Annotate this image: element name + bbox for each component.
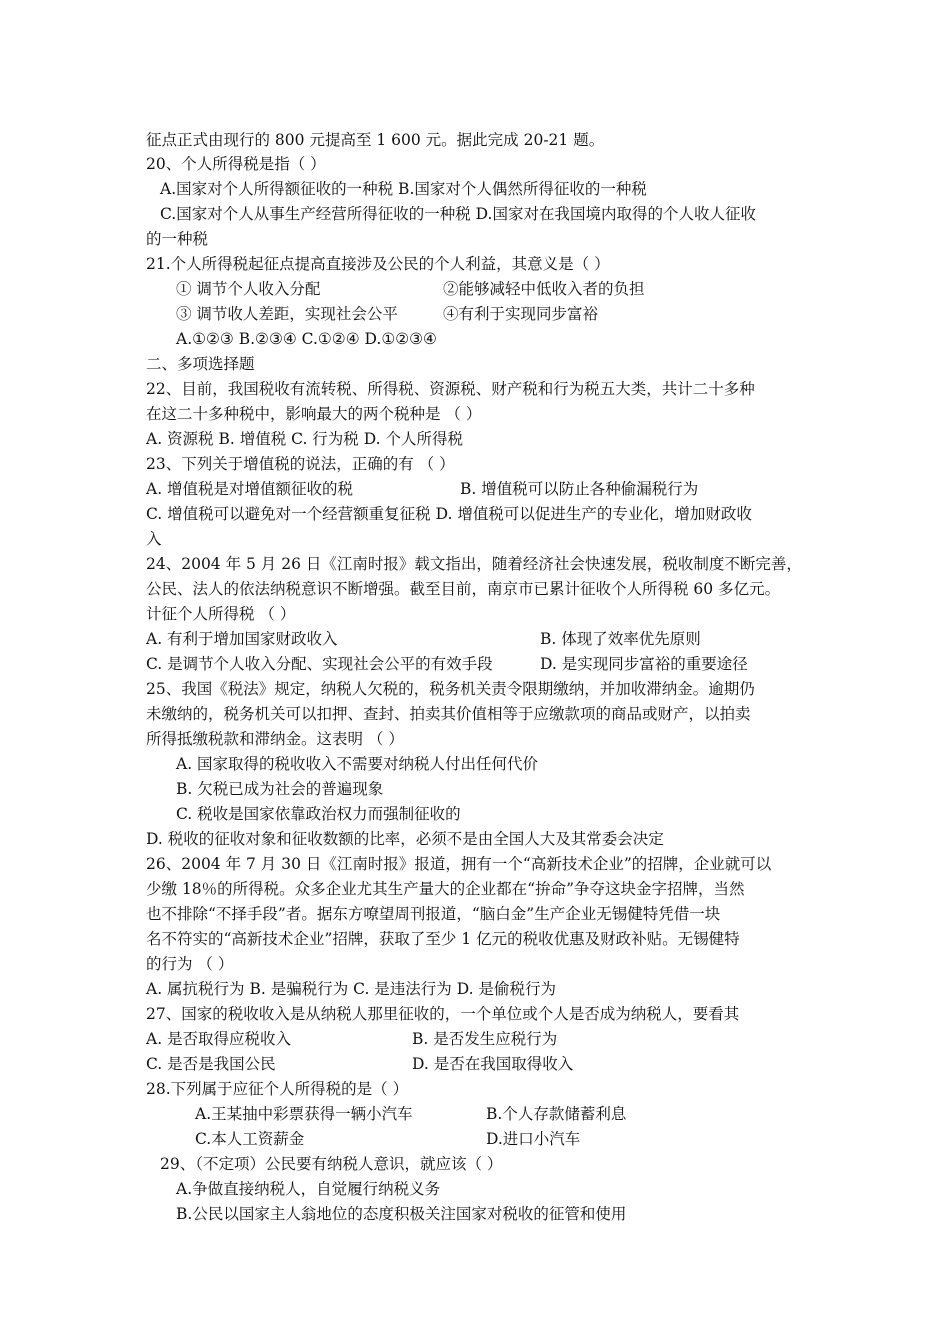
question-25: 25、我国《税法》规定，纳税人欠税的，税务机关责令限期缴纳，并加收滞纳金。逾期仍 <box>146 680 755 698</box>
option-line: ④有利于实现同步富裕 <box>443 305 599 323</box>
option-line: C. 增值税可以避免对一个经营额重复征税 D. 增值税可以促进生产的专业化，增加财政收 <box>146 505 752 523</box>
text-line: 公民、法人的依法纳税意识不断增强。截至目前，南京市已累计征收个人所得税 60 多亿元。 <box>146 580 781 598</box>
option-line: A.国家对个人所得额征收的一种税 B.国家对个人偶然所得征收的一种税 <box>160 180 647 198</box>
option-line: A. 是否取得应税收入 <box>146 1030 292 1048</box>
option-line: D. 税收的征收对象和征收数额的比率，必须不是由全国人大及其常委会决定 <box>146 830 664 848</box>
question-21: 21.个人所得税起征点提高直接涉及公民的个人利益，其意义是（ ） <box>146 255 610 273</box>
option-line: A.①②③ B.②③④ C.①②④ D.①②③④ <box>176 330 437 348</box>
text-line: 在这二十多种税中，影响最大的两个税种是 （ ） <box>146 405 482 423</box>
text-line: 名不符实的“高新技术企业”招牌，获取了至少 1 亿元的税收优惠及财政补贴。无锡健特 <box>146 930 740 948</box>
text-line: 少缴 18％的所得税。众多企业尤其生产量大的企业都在“拚命”争夺这块金字招牌，当然 <box>146 880 745 898</box>
question-27: 27、国家的税收收入是从纳税人那里征收的，一个单位或个人是否成为纳税人，要看其 <box>146 1005 740 1023</box>
question-29: 29、（不定项）公民要有纳税人意识，就应该（ ） <box>160 1155 503 1173</box>
option-line: B. 是否发生应税行为 <box>412 1030 558 1048</box>
option-line: A. 国家取得的税收收入不需要对纳税人付出任何代价 <box>176 755 539 773</box>
option-line: A.王某抽中彩票获得一辆小汽车 <box>195 1105 413 1123</box>
option-line: B. 增值税可以防止各种偷漏税行为 <box>460 480 699 498</box>
option-line: B. 欠税已成为社会的普遍现象 <box>176 780 384 798</box>
text-line: 的一种税 <box>146 230 209 248</box>
text-line: 计征个人所得税 （ ） <box>146 605 296 623</box>
text-line: 未缴纳的，税务机关可以扣押、查封、拍卖其价值相等于应缴款项的商品或财产，以拍卖 <box>146 705 751 723</box>
question-28: 28.下列属于应征个人所得税的是（ ） <box>146 1080 409 1098</box>
question-24: 24、2004 年 5 月 26 日《江南时报》载文指出，随着经济社会快速发展，税收制度不断完善， <box>146 555 802 573</box>
option-line: ① 调节个人收入分配 <box>176 280 321 298</box>
option-line: ②能够减轻中低收入者的负担 <box>443 280 645 298</box>
option-line: A. 增值税是对增值额征收的税 <box>146 480 354 498</box>
option-line: C. 税收是国家依靠政治权力而强制征收的 <box>176 805 461 823</box>
option-line: C. 是否是我国公民 <box>146 1055 276 1073</box>
option-line: A. 属抗税行为 B. 是骗税行为 C. 是违法行为 D. 是偷税行为 <box>146 980 556 998</box>
option-line: B. 体现了效率优先原则 <box>540 630 701 648</box>
text-line: 入 <box>146 530 162 548</box>
option-line: B.公民以国家主人翁地位的态度积极关注国家对税收的征管和使用 <box>176 1205 627 1223</box>
option-line: C.本人工资薪金 <box>195 1130 305 1148</box>
text-line: 也不排除“不择手段”者。据东方嘹望周刊报道，“脑白金”生产企业无锡健特凭借一块 <box>146 905 721 923</box>
text-line: 所得抵缴税款和滞纳金。这表明 （ ） <box>146 730 404 748</box>
option-line: D.进口小汽车 <box>486 1130 581 1148</box>
question-26: 26、2004 年 7 月 30 日《江南时报》报道，拥有一个“高新技术企业”的招牌，企业就可以 <box>146 855 772 873</box>
question-23: 23、下列关于增值税的说法，正确的有 （ ） <box>146 455 455 473</box>
option-line: ③ 调节收人差距，实现社会公平 <box>176 305 398 323</box>
option-line: A.争做直接纳税人，自觉履行纳税义务 <box>176 1180 441 1198</box>
option-line: B.个人存款储蓄利息 <box>486 1105 627 1123</box>
question-22: 22、目前，我国税收有流转税、所得税、资源税、财产税和行为税五大类，共计二十多种 <box>146 380 755 398</box>
option-line: D. 是否在我国取得收入 <box>412 1055 574 1073</box>
text-line: 征点正式由现行的 800 元提高至 1 600 元。据此完成 20-21 题。 <box>146 131 605 149</box>
option-line: C. 是调节个人收入分配、实现社会公平的有效手段 <box>146 655 493 673</box>
question-20: 20、个人所得税是指（ ） <box>146 155 326 173</box>
option-line: A. 资源税 B. 增值税 C. 行为税 D. 个人所得税 <box>146 430 463 448</box>
option-line: C.国家对个人从事生产经营所得征收的一种税 D.国家对在我国境内取得的个人收人征收 <box>160 205 756 223</box>
text-line: 的行为 （ ） <box>146 955 234 973</box>
section-heading: 二、多项选择题 <box>146 355 255 373</box>
option-line: D. 是实现同步富裕的重要途径 <box>540 655 748 673</box>
option-line: A. 有利于增加国家财政收入 <box>146 630 338 648</box>
